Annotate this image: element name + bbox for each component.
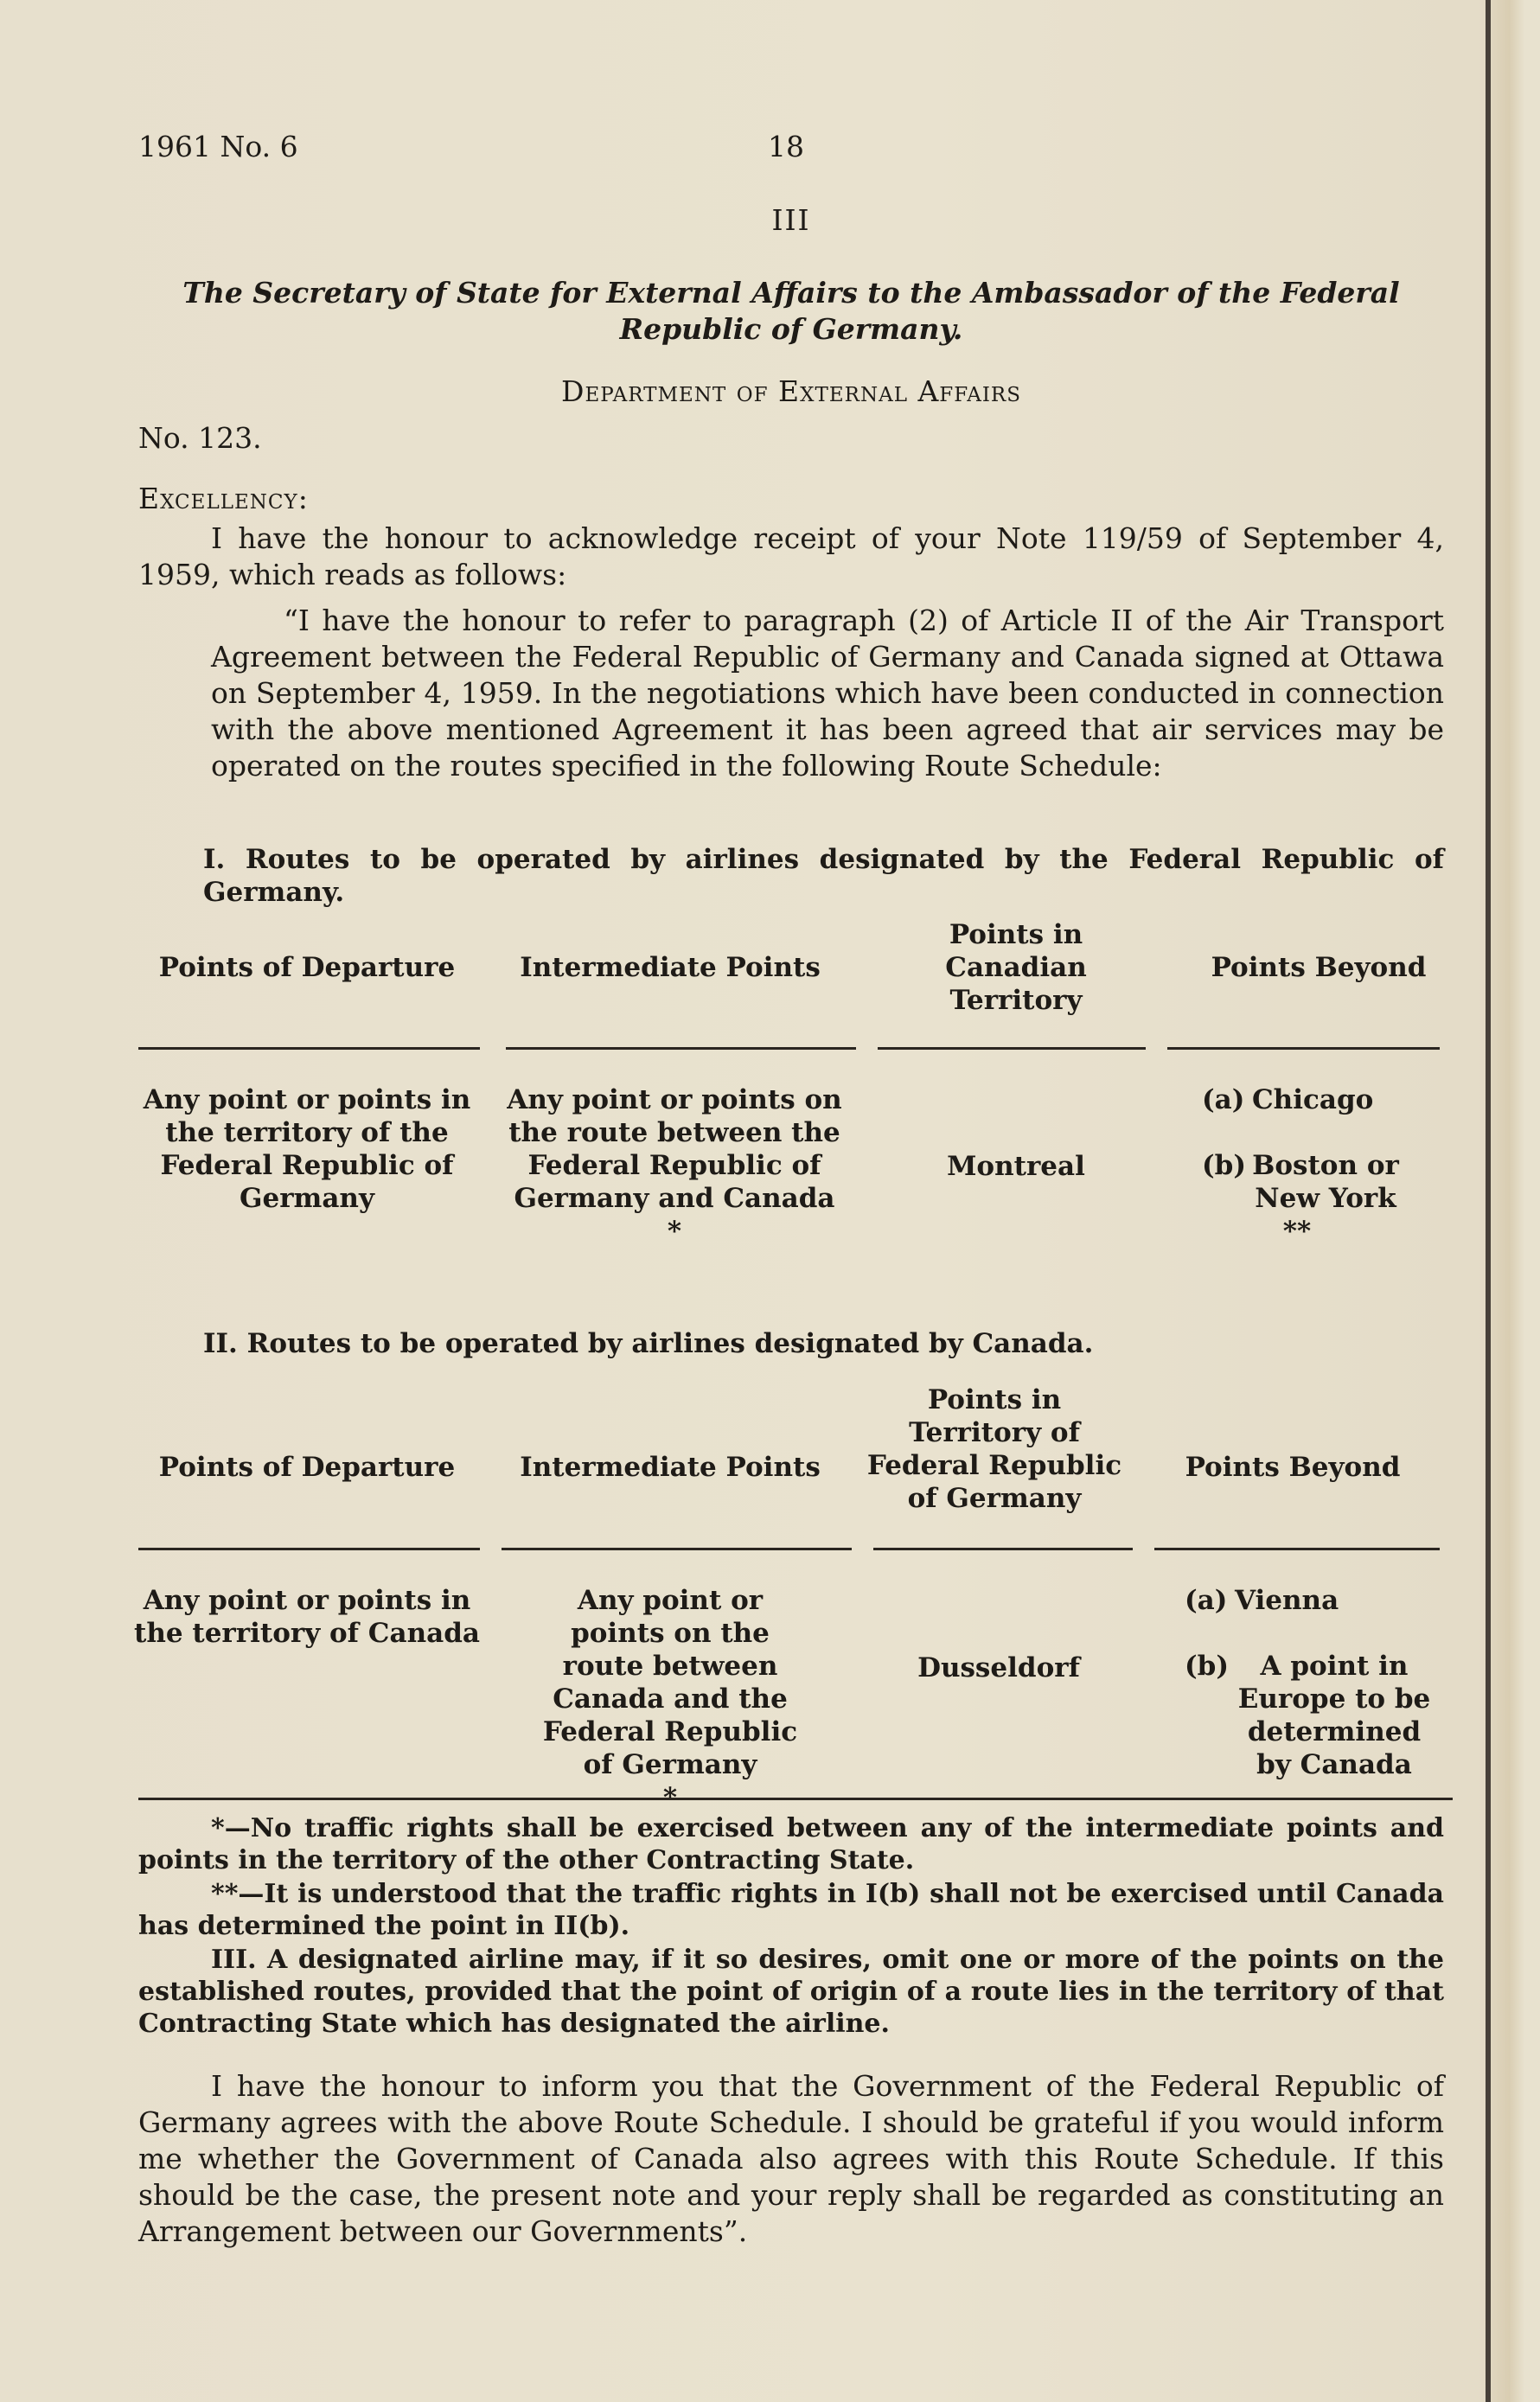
page-header <box>138 130 1444 173</box>
quoted-note-text: “I have the honour to refer to paragraph (2) of Article II of the Air Transport Agreement between the Federal Republic of Germany and Canada signed at Ottawa on September 4, 1959. In the negotiations which have been conducted in connection with the above mentioned Agreement it has been agreed that air services may be operated on the routes specified in the following Route Schedule: <box>211 604 1444 783</box>
t1-beyond-a-label: (a) <box>1202 1084 1245 1115</box>
t1-rule-1 <box>138 1047 480 1050</box>
route-table-1 <box>134 915 1444 1287</box>
t2-intermediate <box>497 1584 843 1814</box>
gazette-reference: 1961 No. 6 <box>138 130 298 163</box>
t1-beyond-b-label: (b) <box>1202 1150 1247 1181</box>
t1-beyond-a-value: Chicago <box>1252 1084 1374 1115</box>
t2-beyond-b-value: A point in Europe to be determined by Canada <box>1237 1651 1431 1780</box>
t1-beyond-mark: ** <box>1282 1216 1312 1247</box>
quoted-note <box>138 603 1444 784</box>
t1-header-departure: Points of Departure <box>158 952 456 983</box>
t2-rule-2 <box>502 1548 852 1550</box>
t1-territory: Montreal <box>947 1151 1085 1182</box>
t1-intermediate-text: Any point or points on the route between the Federal Republic of Germany and Canada <box>507 1084 842 1214</box>
t2-header-departure: Points of Departure <box>158 1452 456 1483</box>
footnote-intermediate: *—No traffic rights shall be exercised between any of the intermediate points and points in the territory of the other Contracting State. <box>138 1813 1444 1875</box>
t2-departure: Any point or points in the territory of Canada <box>134 1585 480 1649</box>
closing-paragraph: I have the honour to inform you that the Government of the Federal Republic of Germany agrees with the above Route Schedule. I should be grateful if you would inform me whether the Government of Canada also agrees with this Route Schedule. If this should be the case, the present note and your reply shall be regarded as constituting an Arrangement between our Governments”. <box>138 2069 1444 2248</box>
t2-intermediate-text: Any point or points on the route between Canada and the Federal Republic of Germany <box>542 1585 798 1780</box>
t2-beyond-a <box>1185 1584 1444 1617</box>
t1-header-beyond: Points Beyond <box>1211 952 1427 983</box>
table-bottom-rule <box>138 1798 1453 1800</box>
opening-paragraph: I have the honour to acknowledge receipt of your Note 119/59 of September 4, 1959, which reads as follows: <box>138 521 1444 591</box>
salutation: Excellency: <box>138 482 309 515</box>
t1-intermediate <box>502 1083 847 1248</box>
t2-beyond <box>1146 1584 1444 1781</box>
t1-departure: Any point or points in the territory of the Federal Republic of Germany <box>143 1084 471 1214</box>
t2-territory: Dusseldorf <box>917 1652 1080 1683</box>
t1-header-intermediate: Intermediate Points <box>520 952 821 983</box>
t2-rule-4 <box>1154 1548 1440 1550</box>
t2-beyond-a-label: (a) <box>1185 1585 1228 1616</box>
t1-beyond-b <box>1202 1149 1448 1215</box>
t1-rule-2 <box>506 1047 856 1050</box>
document-title: The Secretary of State for External Affairs to the Ambassador of the Federal Republic of Germany. <box>182 276 1400 346</box>
footnote-omit-points: III. A designated airline may, if it so desires, omit one or more of the points on the established routes, provided that the point of origin of a route lies in the territory of that Contracting State which has designated the airline. <box>138 1945 1444 2039</box>
t2-beyond-a-value: Vienna <box>1235 1585 1339 1616</box>
department-heading: Department of External Affairs <box>560 374 1021 408</box>
note-number: No. 123. <box>138 421 262 455</box>
t1-rule-4 <box>1167 1047 1440 1050</box>
t1-rule-3 <box>878 1047 1146 1050</box>
page-edge-shadow <box>1486 0 1491 2402</box>
t1-header-territory: Points in Canadian Territory <box>945 919 1087 1016</box>
footnote-traffic-rights: **—It is understood that the traffic rights in I(b) shall not be exercised until Canada has determined the point in II(b). <box>138 1879 1444 1941</box>
t1-beyond-a <box>1202 1083 1448 1116</box>
section2-heading: II. Routes to be operated by airlines designated by Canada. <box>203 1328 1094 1359</box>
section-numeral: III <box>771 203 811 237</box>
t2-rule-1 <box>138 1548 480 1550</box>
section1-heading: I. Routes to be operated by airlines designated by the Federal Republic of Germany. <box>203 844 1444 908</box>
page-number: 18 <box>768 130 804 163</box>
t2-header-intermediate: Intermediate Points <box>520 1452 821 1483</box>
t1-beyond <box>1163 1083 1448 1248</box>
t2-beyond-b-label: (b) <box>1185 1651 1230 1682</box>
t2-header-beyond: Points Beyond <box>1185 1452 1401 1483</box>
t2-header-territory: Points in Territory of Federal Republic of Germany <box>866 1384 1122 1514</box>
route-table-2 <box>134 1383 1444 1790</box>
t2-rule-3 <box>873 1548 1133 1550</box>
t1-intermediate-mark: * <box>667 1216 682 1247</box>
t1-beyond-b-value: Boston or New York <box>1252 1150 1399 1214</box>
t2-beyond-b <box>1185 1650 1444 1781</box>
